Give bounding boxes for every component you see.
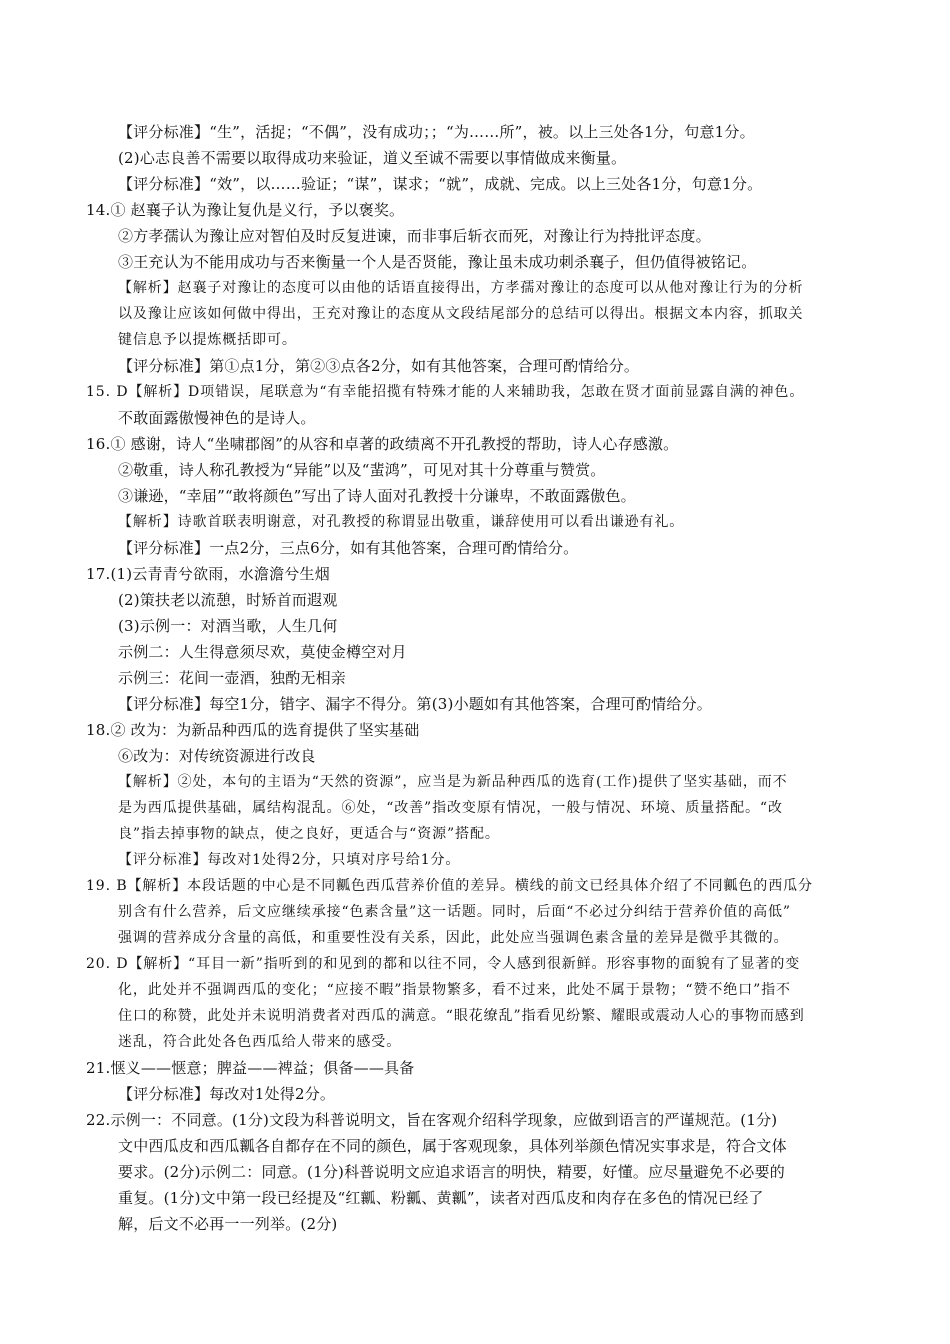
q16-point-3: ③谦逊，“幸届”“敢将颜色”写出了诗人面对孔教授十分谦卑，不敢面露傲色。 [118, 487, 636, 505]
q20-line-2: 化，此处并不强调西瓜的变化；“应接不暇”指景物繁多，看不过来，此处不属于景物；“赞不绝口”指不 [118, 982, 791, 998]
q14-point-1: 14.① 赵襄子认为豫让复仇是义行，予以褒奖。 [86, 201, 405, 219]
q14-analysis-line-3: 键信息予以提炼概括即可。 [118, 332, 297, 348]
q20-line-4: 迷乱，符合此处各色西瓜给人带来的感受。 [118, 1034, 402, 1050]
q21-answer: 21.惬义——惬意；脾益——裨益；俱备——具备 [86, 1059, 415, 1077]
q13-1-scoring: 【评分标准】“生”，活捉；“不偶”，没有成功；；“为……所”，被。以上三处各1分，句意1分。 [118, 123, 755, 141]
q15-answer: 15. D【解析】D项错误，尾联意为“有幸能招揽有特殊才能的人来辅助我，怎敢在贤才面前显露自满的神色。 [86, 384, 805, 400]
q14-analysis-line-2: 以及豫让应该如何做中得出，王充对豫让的态度从文段结尾部分的总结可以得出。根据文本内容，抓取关 [118, 306, 804, 322]
q15-answer-cont: 不敢面露傲慢神色的是诗人。 [118, 409, 316, 427]
q22-line-5: 解，后文不必再一一列举。(2分) [118, 1215, 338, 1233]
q20-line-3: 住口的称赞，此处并未说明消费者对西瓜的满意。“眼花缭乱”指看见纷繁、耀眼或震动人心的事物而感到 [118, 1008, 805, 1024]
q21-scoring: 【评分标准】每改对1处得2分。 [118, 1085, 336, 1103]
q18-fix-6: ⑥改为：对传统资源进行改良 [118, 747, 316, 765]
q17-item-1: 17.(1)云青青兮欲雨，水澹澹兮生烟 [86, 565, 330, 583]
q14-analysis-line-1: 【解析】赵襄子对豫让的态度可以由他的话语直接得出，方孝孺对豫让的态度可以从他对豫让行为的分析 [118, 280, 804, 296]
q22-line-1: 22.示例一：不同意。(1分)文段为科普说明文，旨在客观介绍科学现象，应做到语言的严谨规范。(1分) [86, 1111, 778, 1129]
q16-point-2: ②敬重，诗人称孔教授为“异能”以及“蜚鸿”，可见对其十分尊重与赞赏。 [118, 461, 606, 479]
q22-line-2: 文中西瓜皮和西瓜瓤各自都存在不同的颜色，属于客观现象，具体列举颜色情况实事求是，符合文体 [118, 1137, 787, 1155]
q18-scoring: 【评分标准】每改对1处得2分，只填对序号给1分。 [118, 852, 461, 868]
q16-analysis: 【解析】诗歌首联表明谢意，对孔教授的称谓显出敬重，谦辞使用可以看出谦逊有礼。 [118, 514, 685, 530]
q18-analysis-line-1: 【解析】②处，本句的主语为“天然的资源”，应当是为新品种西瓜的选育(工作)提供了坚实基础，而不 [118, 774, 788, 790]
q16-scoring: 【评分标准】一点2分，三点6分，如有其他答案，合理可酌情给分。 [118, 539, 579, 557]
q14-point-2: ②方孝孺认为豫让应对智伯及时反复进谏，而非事后斩衣而死，对豫让行为持批评态度。 [118, 227, 711, 245]
q16-point-1: 16.① 感谢，诗人“坐啸郡阁”的从容和卓著的政绩离不开孔教授的帮助，诗人心存感激。 [86, 435, 679, 453]
q18-analysis-line-3: 良”指去掉事物的缺点，使之良好，更适合与“资源”搭配。 [118, 826, 500, 842]
q19-line-1: 19. B【解析】本段话题的中心是不同瓤色西瓜营养价值的差异。横线的前文已经具体介绍了不同瓤色的西瓜分 [86, 878, 813, 894]
q19-line-3: 强调的营养成分含量的高低，和重要性没有关系，因此，此处应当强调色素含量的差异是微乎其微的。 [118, 930, 789, 946]
q18-analysis-line-2: 是为西瓜提供基础，属结构混乱。⑥处，“改善”指改变原有情况，一般与情况、环境、质量搭配。“改 [118, 800, 783, 816]
q13-2-scoring: 【评分标准】“效”，以……验证；“谋”，谋求；“就”，成就、完成。以上三处各1分，句意1分。 [118, 175, 763, 193]
q17-item-3: (3)示例一：对酒当歌，人生几何 [118, 617, 338, 635]
q20-line-1: 20. D【解析】“耳目一新”指听到的和见到的都和以往不同，令人感到很新鲜。形容事物的面貌有了显著的变 [86, 956, 801, 972]
q22-line-4: 重复。(1分)文中第一段已经提及“红瓤、粉瓤、黄瓤”，读者对西瓜皮和肉存在多色的情况已经了 [118, 1189, 764, 1207]
q19-line-2: 别含有什么营养，后文应继续承接“色素含量”这一话题。同时，后面“不必过分纠结于营养价值的高低” [118, 904, 791, 920]
q18-fix-2: 18.② 改为：为新品种西瓜的选育提供了坚实基础 [86, 721, 420, 739]
q17-scoring: 【评分标准】每空1分，错字、漏字不得分。第(3)小题如有其他答案，合理可酌情给分。 [118, 695, 712, 713]
q14-point-3: ③王充认为不能用成功与否来衡量一个人是否贤能，豫让虽未成功刺杀襄子，但仍值得被铭记。 [118, 253, 757, 271]
q14-scoring: 【评分标准】第①点1分，第②③点各2分，如有其他答案，合理可酌情给分。 [118, 357, 640, 375]
q17-example-2: 示例二：人生得意须尽欢，莫使金樽空对月 [118, 643, 407, 661]
q17-example-3: 示例三：花间一壶酒，独酌无相亲 [118, 669, 347, 687]
q22-line-3: 要求。(2分)示例二：同意。(1分)科普说明文应追求语言的明快，精要，好懂。应尽量避免不必要的 [118, 1163, 785, 1181]
q13-2-translation: (2)心志良善不需要以取得成功来验证，道义至诚不需要以事情做成来衡量。 [118, 149, 627, 167]
q17-item-2: (2)策扶老以流憩，时矫首而遐观 [118, 591, 338, 609]
